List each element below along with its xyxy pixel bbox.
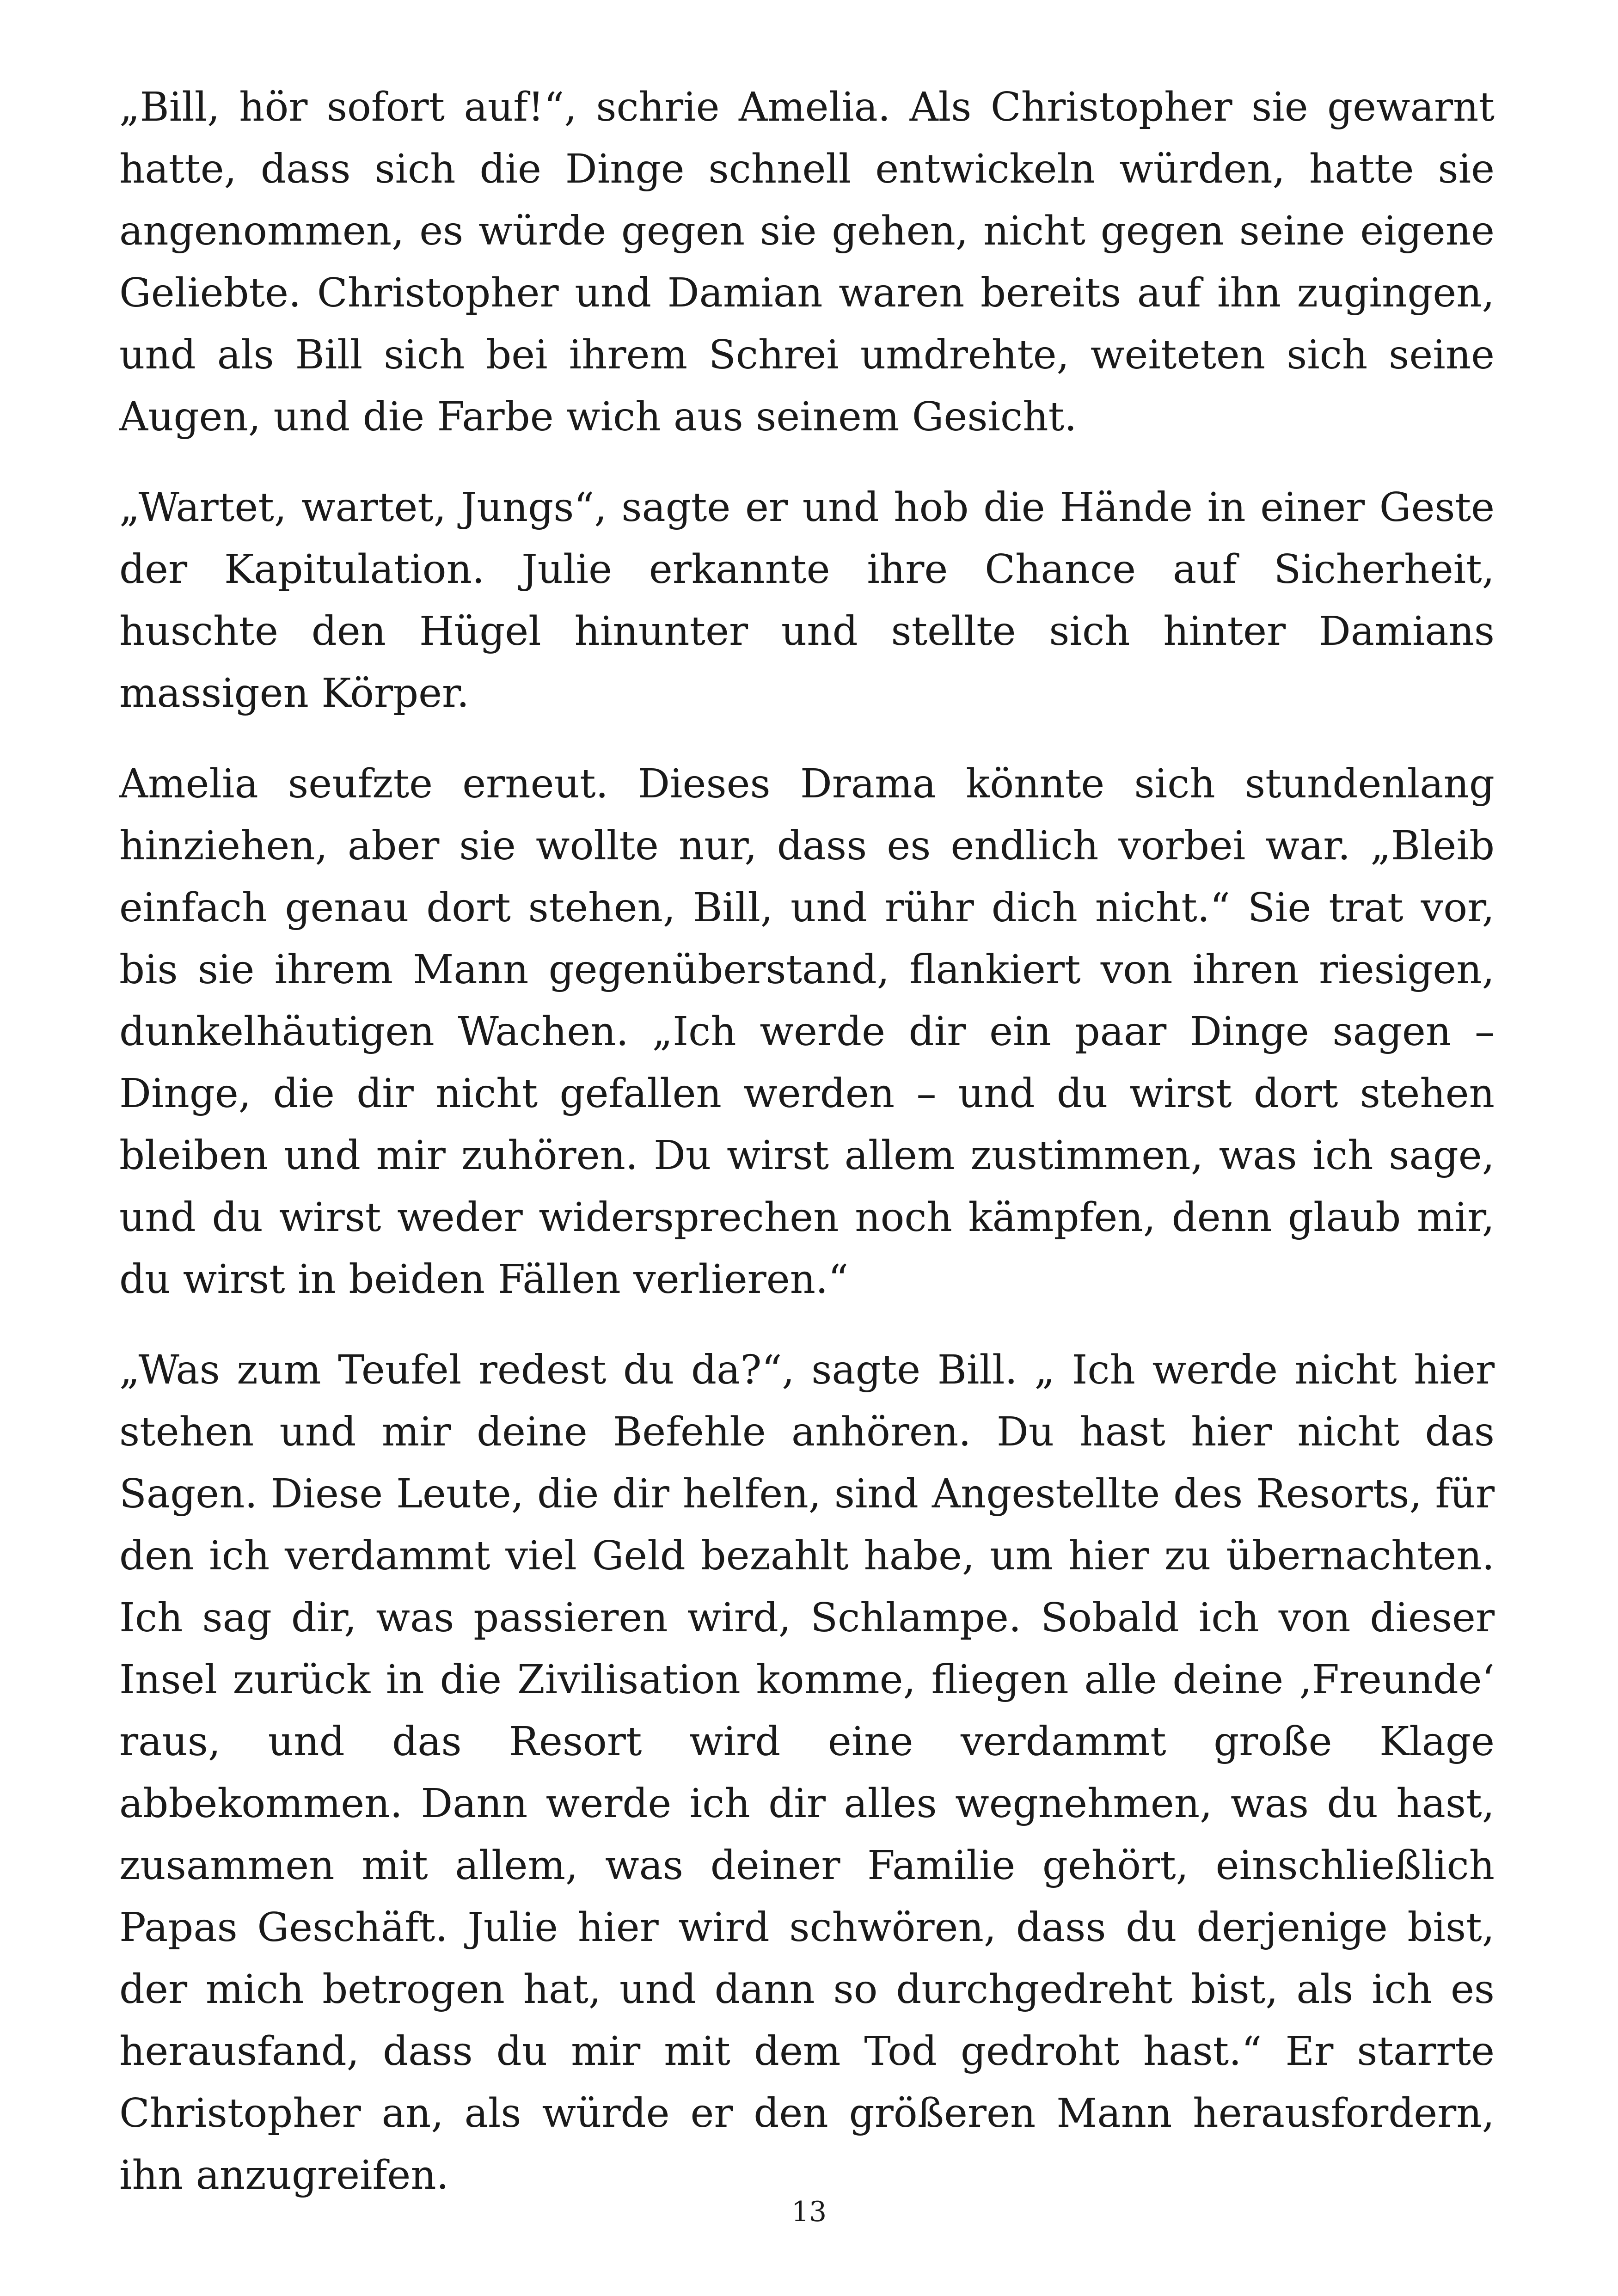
paragraph-3: Amelia seufzte erneut. Dieses Drama könnte sich stundenlang hinziehen, aber sie wollte nur, dass es endlich vorbei war. „Bleib einfach genau dort stehen, Bill, und rühr dich nicht.“ Sie trat vor, bis sie ihrem Mann gegenüberstand, flankiert von ihren riesigen, dunkelhäutigen Wachen. „Ich werde dir ein paar Dinge sagen – Dinge, die dir nicht gefallen werden – und du wirst dort stehen bleiben und mir zuhören. Du wirst allem zustimmen, was ich sage, und du wirst weder widersprechen noch kämpfen, denn glaub mir, du wirst in beiden Fällen verlieren.“ (119, 761, 1495, 1303)
paragraph-2: „Wartet, wartet, Jungs“, sagte er und hob die Hände in einer Geste der Kapitulation. Julie erkannte ihre Chance auf Sicherheit, huschte den Hügel hinunter und stellte sich hinter Damians massigen Körper. (119, 484, 1495, 716)
page-number: 13 (791, 2196, 827, 2228)
paragraph-1: „Bill, hör sofort auf!“, schrie Amelia. Als Christopher sie gewarnt hatte, dass sich die Dinge schnell entwickeln würden, hatte sie angenommen, es würde gegen sie gehen, nicht gegen seine eigene Geliebte. Christopher und Damian waren bereits auf ihn zugingen, und als Bill sich bei ihrem Schrei umdrehte, weiteten sich seine Augen, und die Farbe wich aus seinem Gesicht. (119, 84, 1495, 440)
body-text (119, 76, 1495, 2235)
paragraph-4: „Was zum Teufel redest du da?“, sagte Bill. „ Ich werde nicht hier stehen und mir deine Befehle anhören. Du hast hier nicht das Sagen. Diese Leute, die dir helfen, sind Angestellte des Resorts, für den ich verdammt viel Geld bezahlt habe, um hier zu übernachten. Ich sag dir, was passieren wird, Schlampe. Sobald ich von dieser Insel zurück in die Zivilisation komme, fliegen alle deine ‚Freunde‘ raus, und das Resort wird eine verdammt große Klage abbekommen. Dann werde ich dir alles wegnehmen, was du hast, zusammen mit allem, was deiner Familie gehört, einschließlich Papas Geschäft. Julie hier wird schwören, dass du derjenige bist, der mich betrogen hat, und dann so durchgedreht bist, als ich es herausfand, dass du mir mit dem Tod gedroht hast.“ Er starrte Christopher an, als würde er den größeren Mann herausfordern, ihn anzugreifen. (119, 1347, 1495, 2198)
